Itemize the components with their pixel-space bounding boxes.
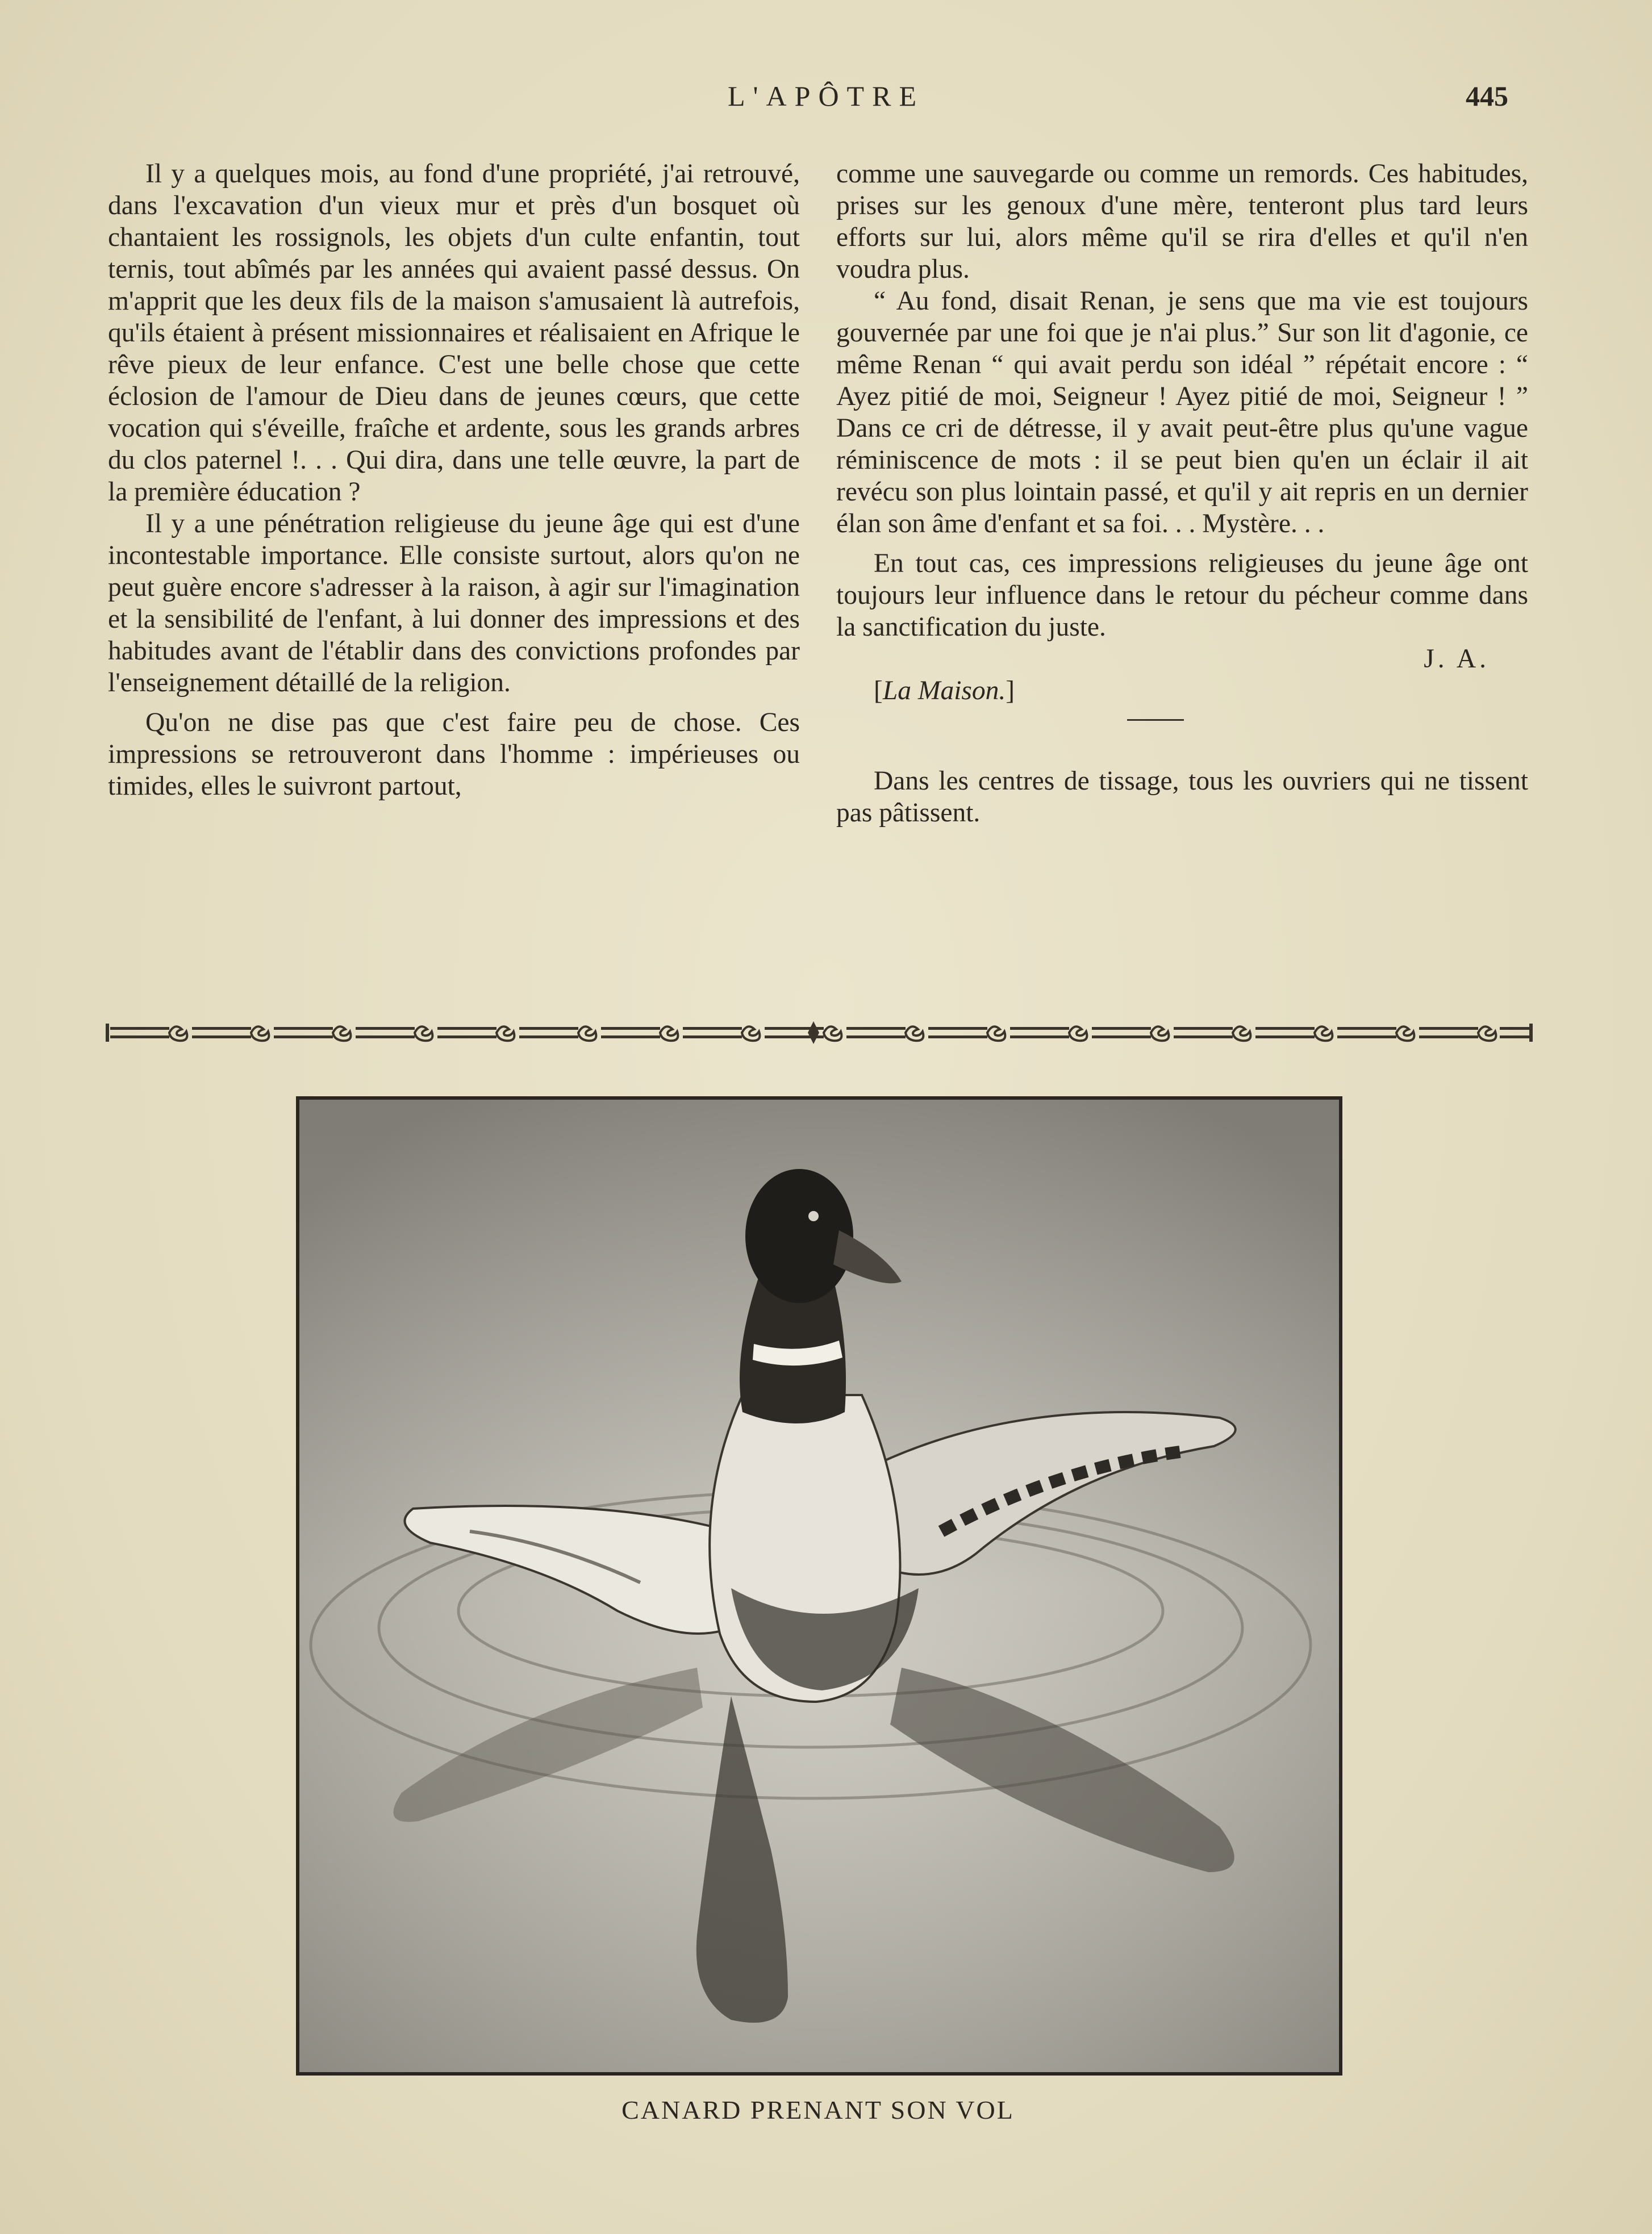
source-citation	[836, 675, 1528, 707]
author-signature: J. A.	[1424, 644, 1490, 674]
photo-caption: CANARD PRENANT SON VOL	[621, 2095, 1015, 2124]
paragraph: “ Au fond, disait Renan, je sens que ma vie est toujours gouvernée par une foi que je n'ai plus.” Sur son lit d'agonie, ce même Renan “ qui avait perdu son idéal ” répétait encore : “ Ayez pitié de moi, Seigneur ! Ayez pitié de moi, Seigneur ! ” Dans ce cri de détresse, il y avait peut-être plus qu'une vague réminiscence de mots : il se peut bien qu'en un éclair il ait revécu son plus lointain passé, et qu'il y ait repris en un dernier élan son âme d'enfant et sa foi. . . Mystère. . .	[836, 286, 1528, 538]
paragraph: En tout cas, ces impressions religieuses du jeune âge ont toujours leur influence dans le retour du pécheur comme dans la sanctification du juste.	[836, 549, 1528, 642]
paragraph: Il y a quelques mois, au fond d'une propriété, j'ai retrouvé, dans l'excavation d'un vieux mur et près d'un bosquet où chantaient les rossignols, les objets d'un culte enfantin, tout ternis, tout abîmés par les années qui avaient passé dessus. On m'apprit que les deux fils de la maison s'amusaient là autrefois, qu'ils étaient à présent missionnaires et réalisaient en Afrique le rêve pieux de leur enfance. C'est une belle chose que cette éclosion de l'amour de Dieu dans de jeunes cœurs, que cette vocation qui s'éveille, fraîche et ardente, sous les grands arbres du clos paternel !. . . Qui dira, dans une telle œuvre, la part de la première éducation ?	[108, 159, 800, 507]
paragraph: comme une sauvegarde ou comme un remords. Ces habitudes, prises sur les genoux d'une mère, tenteront plus tard leurs efforts sur lui, alors même qu'il se rira d'elles et qu'il n'en voudra plus.	[836, 159, 1528, 284]
duck-photograph	[296, 1096, 1342, 2076]
running-title: L'APÔTRE	[727, 80, 924, 112]
left-text-column	[108, 158, 800, 802]
ornamental-border-rule	[106, 1018, 1533, 1047]
duck-photo-illustration	[299, 1100, 1339, 2072]
source-bracket-close: ]	[1006, 676, 1015, 705]
right-text-column	[836, 158, 1528, 829]
source-title: La Maison.	[882, 676, 1006, 705]
paragraph: Il y a une pénétration religieuse du jeune âge qui est d'une incontestable importance. Elle consiste surtout, alors qu'on ne peut guère encore s'adresser à la raison, à agir sur l'imagination et la sensibilité de l'enfant, à lui donner des impressions et des habitudes avant de l'établir dans des convictions profondes par l'enseignement détaillé de la religion.	[108, 509, 800, 698]
paragraph: Qu'on ne dise pas que c'est faire peu de chose. Ces impressions se retrouveront dans l'homme : impérieuses ou timides, elles le suivront partout,	[108, 708, 800, 801]
page-number: 445	[1466, 80, 1508, 112]
source-bracket-open: [	[874, 676, 883, 705]
filler-note: Dans les centres de tissage, tous les ouvriers qui ne tissent pas pâtissent.	[836, 766, 1528, 828]
spacer	[836, 721, 1528, 765]
